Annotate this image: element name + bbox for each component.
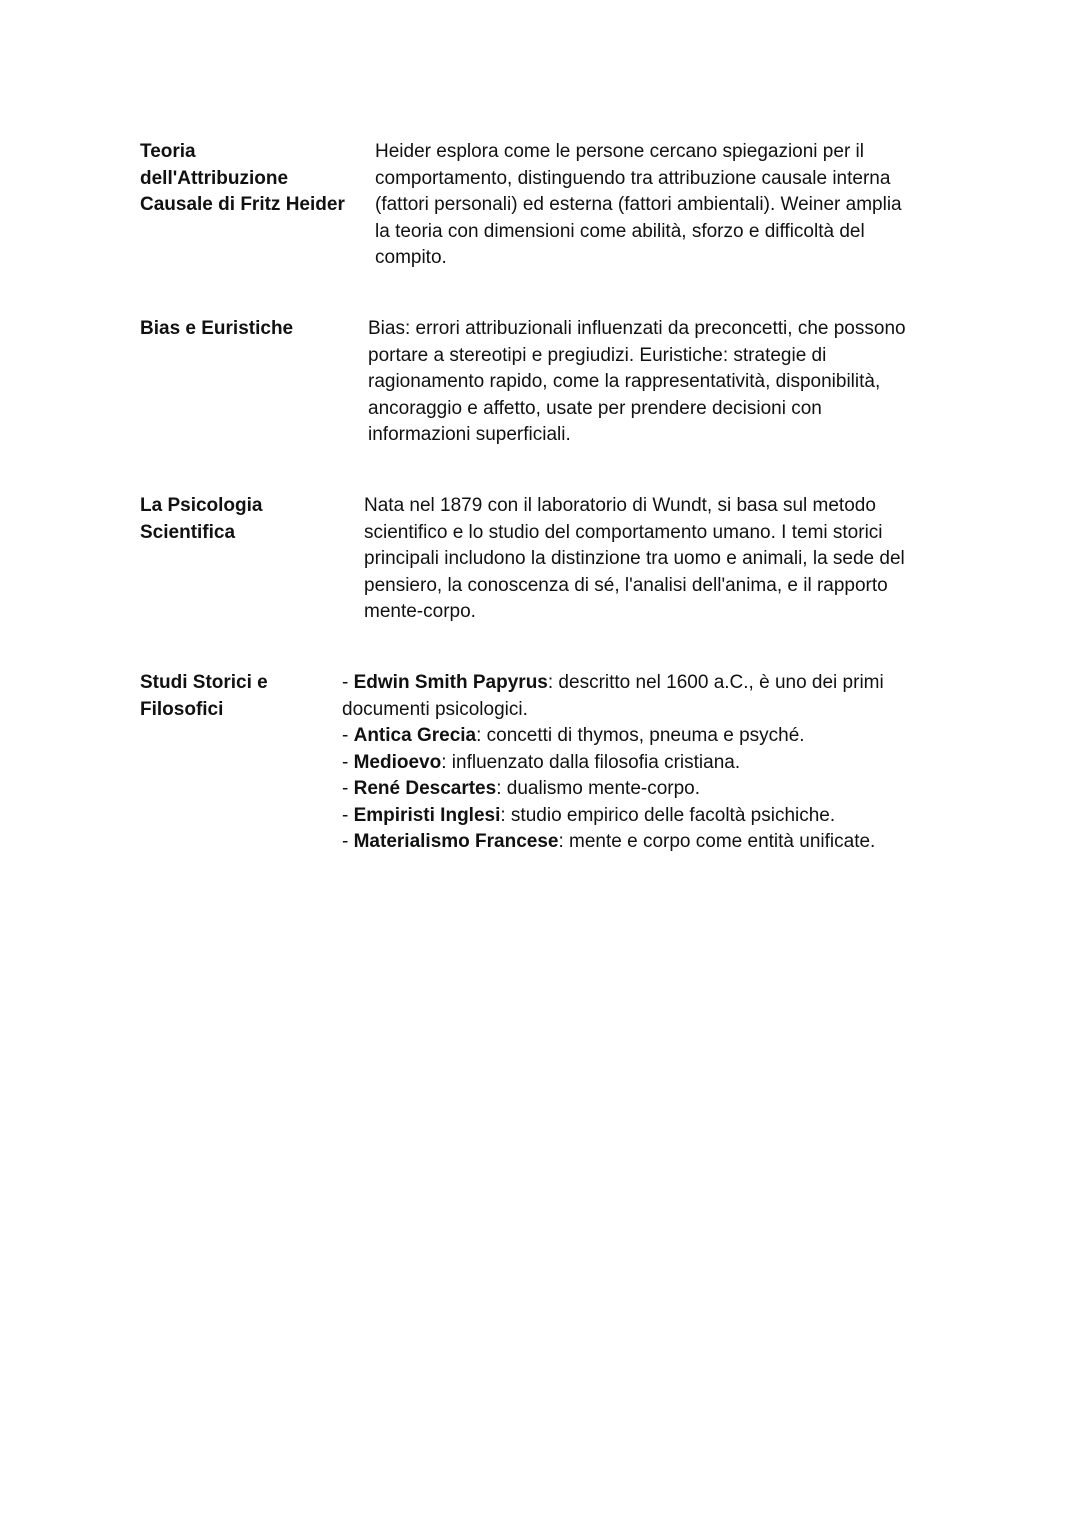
section-term-attribuzione <box>140 139 345 219</box>
description-line: Bias: errori attribuzionali influenzati da preconcetti, che possono <box>368 318 906 339</box>
term-line: Causale di Fritz Heider <box>140 194 345 215</box>
term-line: Filosofici <box>140 698 224 720</box>
list-item: - Medioevo: influenzato dalla filosofia cristiana. <box>342 751 741 773</box>
description-line: scientifico e lo studio del comportamento umano. I temi storici <box>364 521 883 543</box>
description-line: Nata nel 1879 con il laboratorio di Wundt, si basa sul metodo <box>364 495 876 516</box>
section-description-attribuzione <box>375 139 902 272</box>
list-item-bold: Antica Grecia <box>353 725 477 746</box>
list-item: - Antica Grecia: concetti di thymos, pneuma e psyché. <box>342 725 805 746</box>
description-line: Heider esplora come le persone cercano spiegazioni per il <box>375 141 864 162</box>
description-line: (fattori personali) ed esterna (fattori ambientali). Weiner amplia <box>375 194 902 215</box>
description-line: ancoraggio e affetto, usate per prendere decisioni con <box>368 397 822 419</box>
list-item: - Empiristi Inglesi: studio empirico delle facoltà psichiche. <box>342 804 836 826</box>
term-line: dell'Attribuzione <box>140 167 289 189</box>
section-term-studi <box>140 670 268 723</box>
term-line: Teoria <box>140 141 196 162</box>
list-item-bold: Medioevo <box>353 751 442 773</box>
description-line: ragionamento rapido, come la rappresentatività, disponibilità, <box>368 371 881 392</box>
list-item-bold: Materialismo Francese <box>353 831 559 852</box>
section-term-psicologia <box>140 493 262 546</box>
list-item: - Materialismo Francese: mente e corpo come entità unificate. <box>342 831 876 852</box>
description-line: pensiero, la conoscenza di sé, l'analisi dell'anima, e il rapporto <box>364 574 888 596</box>
description-line: comportamento, distinguendo tra attribuzione causale interna <box>375 167 891 189</box>
section-description-psicologia <box>364 493 905 626</box>
description-line: mente-corpo. <box>364 601 476 622</box>
section-list-studi <box>342 670 884 856</box>
list-item-bold: Edwin Smith Papyrus <box>353 672 548 693</box>
term-line: La Psicologia <box>140 495 263 516</box>
description-line: compito. <box>375 247 447 268</box>
list-item: - René Descartes: dualismo mente-corpo. <box>342 778 701 799</box>
list-item-bold: Empiristi Inglesi <box>353 804 501 826</box>
section-description-bias <box>368 316 906 449</box>
term-line: Studi Storici e <box>140 672 268 693</box>
list-item-bold: René Descartes <box>353 778 497 799</box>
list-item-continuation: documenti psicologici. <box>342 698 528 720</box>
section-term-bias <box>140 316 293 343</box>
description-line: la teoria con dimensioni come abilità, sforzo e difficoltà del <box>375 220 865 242</box>
description-line: informazioni superficiali. <box>368 424 571 445</box>
description-line: principali includono la distinzione tra uomo e animali, la sede del <box>364 548 905 569</box>
term-line: Scientifica <box>140 521 236 543</box>
description-line: portare a stereotipi e pregiudizi. Euristiche: strategie di <box>368 344 827 366</box>
term-line: Bias e Euristiche <box>140 318 294 339</box>
list-item: - Edwin Smith Papyrus: descritto nel 1600 a.C., è uno dei primi <box>342 672 884 693</box>
